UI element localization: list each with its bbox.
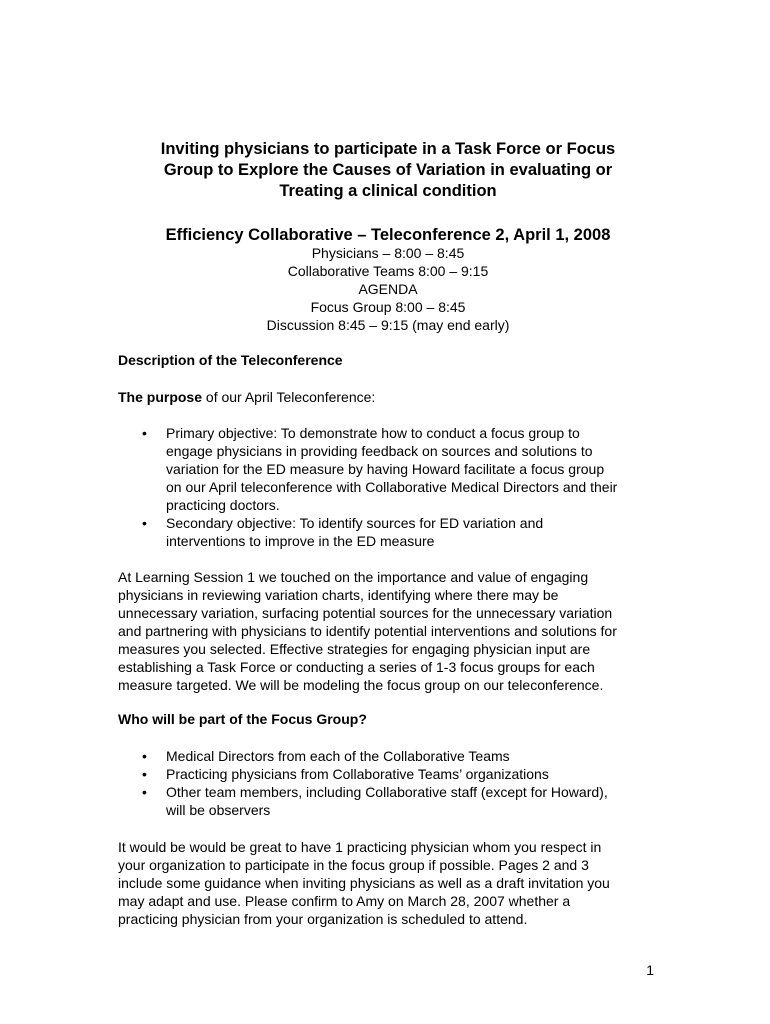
paragraph-line: unnecessary variation, surfacing potential sources for the unnecessary variation (118, 605, 613, 621)
bullet-icon: • (142, 784, 147, 800)
schedule-line: Focus Group 8:00 – 8:45 (310, 299, 466, 315)
list-item (118, 424, 663, 514)
schedule-line: AGENDA (358, 281, 418, 297)
document-subtitle: Efficiency Collaborative – Teleconference 2, April 1, 2008 (165, 226, 611, 244)
paragraph-line: At Learning Session 1 we touched on the importance and value of engaging (118, 569, 589, 585)
schedule-line: Discussion 8:45 – 9:15 (may end early) (266, 317, 510, 333)
list-item (118, 514, 663, 550)
schedule-line: Collaborative Teams 8:00 – 9:15 (287, 263, 489, 279)
title-line: Group to Explore the Causes of Variation in evaluating or (163, 161, 613, 179)
purpose-text: of our April Teleconference: (202, 389, 376, 405)
list-item-line: practicing doctors. (166, 497, 280, 513)
list-item-line: Medical Directors from each of the Collaborative Teams (166, 748, 510, 764)
list-item-line: Secondary objective: To identify sources for ED variation and (166, 515, 544, 531)
paragraph-line: your organization to participate in the focus group if possible. Pages 2 and 3 (118, 857, 589, 873)
paragraph-line: and partnering with physicians to identify potential interventions and solutions for (118, 623, 617, 639)
bullet-icon: • (142, 425, 147, 441)
title-line: Inviting physicians to participate in a Task Force or Focus (160, 140, 616, 158)
list-item-line: engage physicians in providing feedback on sources and solutions to (166, 443, 593, 459)
objectives-list (118, 424, 663, 550)
list-item (118, 765, 663, 783)
paragraph-line: It would be would be great to have 1 practicing physician whom you respect in (118, 839, 602, 855)
bullet-icon: • (142, 748, 147, 764)
paragraph-line: may adapt and use. Please confirm to Amy on March 28, 2007 whether a (118, 893, 571, 909)
paragraph-line: measures you selected. Effective strategies for engaging physician input are (118, 641, 591, 657)
focus-group-heading: Who will be part of the Focus Group? (118, 711, 367, 727)
page-number: 1 (646, 962, 654, 978)
paragraph-line: practicing physician from your organization is scheduled to attend. (118, 911, 528, 927)
list-item-line: Primary objective: To demonstrate how to conduct a focus group to (166, 425, 580, 441)
list-item-line: interventions to improve in the ED measure (166, 533, 435, 549)
learning-session-paragraph (118, 568, 663, 694)
list-item-line: variation for the ED measure by having Howard facilitate a focus group (166, 461, 605, 477)
closing-paragraph (118, 838, 663, 928)
list-item (118, 747, 663, 765)
document-title (118, 139, 658, 202)
list-item (118, 783, 663, 819)
list-item-line: Other team members, including Collaborative staff (except for Howard), (166, 784, 608, 800)
bullet-icon: • (142, 766, 147, 782)
description-heading: Description of the Teleconference (118, 352, 343, 368)
paragraph-line: establishing a Task Force or conducting a series of 1-3 focus groups for each (118, 659, 595, 675)
participants-list (118, 747, 663, 819)
purpose-label: The purpose (118, 389, 203, 405)
schedule-block (118, 244, 658, 334)
list-item-line: Practicing physicians from Collaborative Teams’ organizations (166, 766, 549, 782)
paragraph-line: measure targeted. We will be modeling the focus group on our teleconference. (118, 677, 604, 693)
title-line: Treating a clinical condition (279, 182, 497, 200)
list-item-line: on our April teleconference with Collaborative Medical Directors and their (166, 479, 618, 495)
paragraph-line: physicians in reviewing variation charts, identifying where there may be (118, 587, 559, 603)
purpose-line (118, 388, 663, 406)
list-item-line: will be observers (166, 802, 271, 818)
paragraph-line: include some guidance when inviting physicians as well as a draft invitation you (118, 875, 610, 891)
schedule-line: Physicians – 8:00 – 8:45 (311, 245, 465, 261)
bullet-icon: • (142, 515, 147, 531)
